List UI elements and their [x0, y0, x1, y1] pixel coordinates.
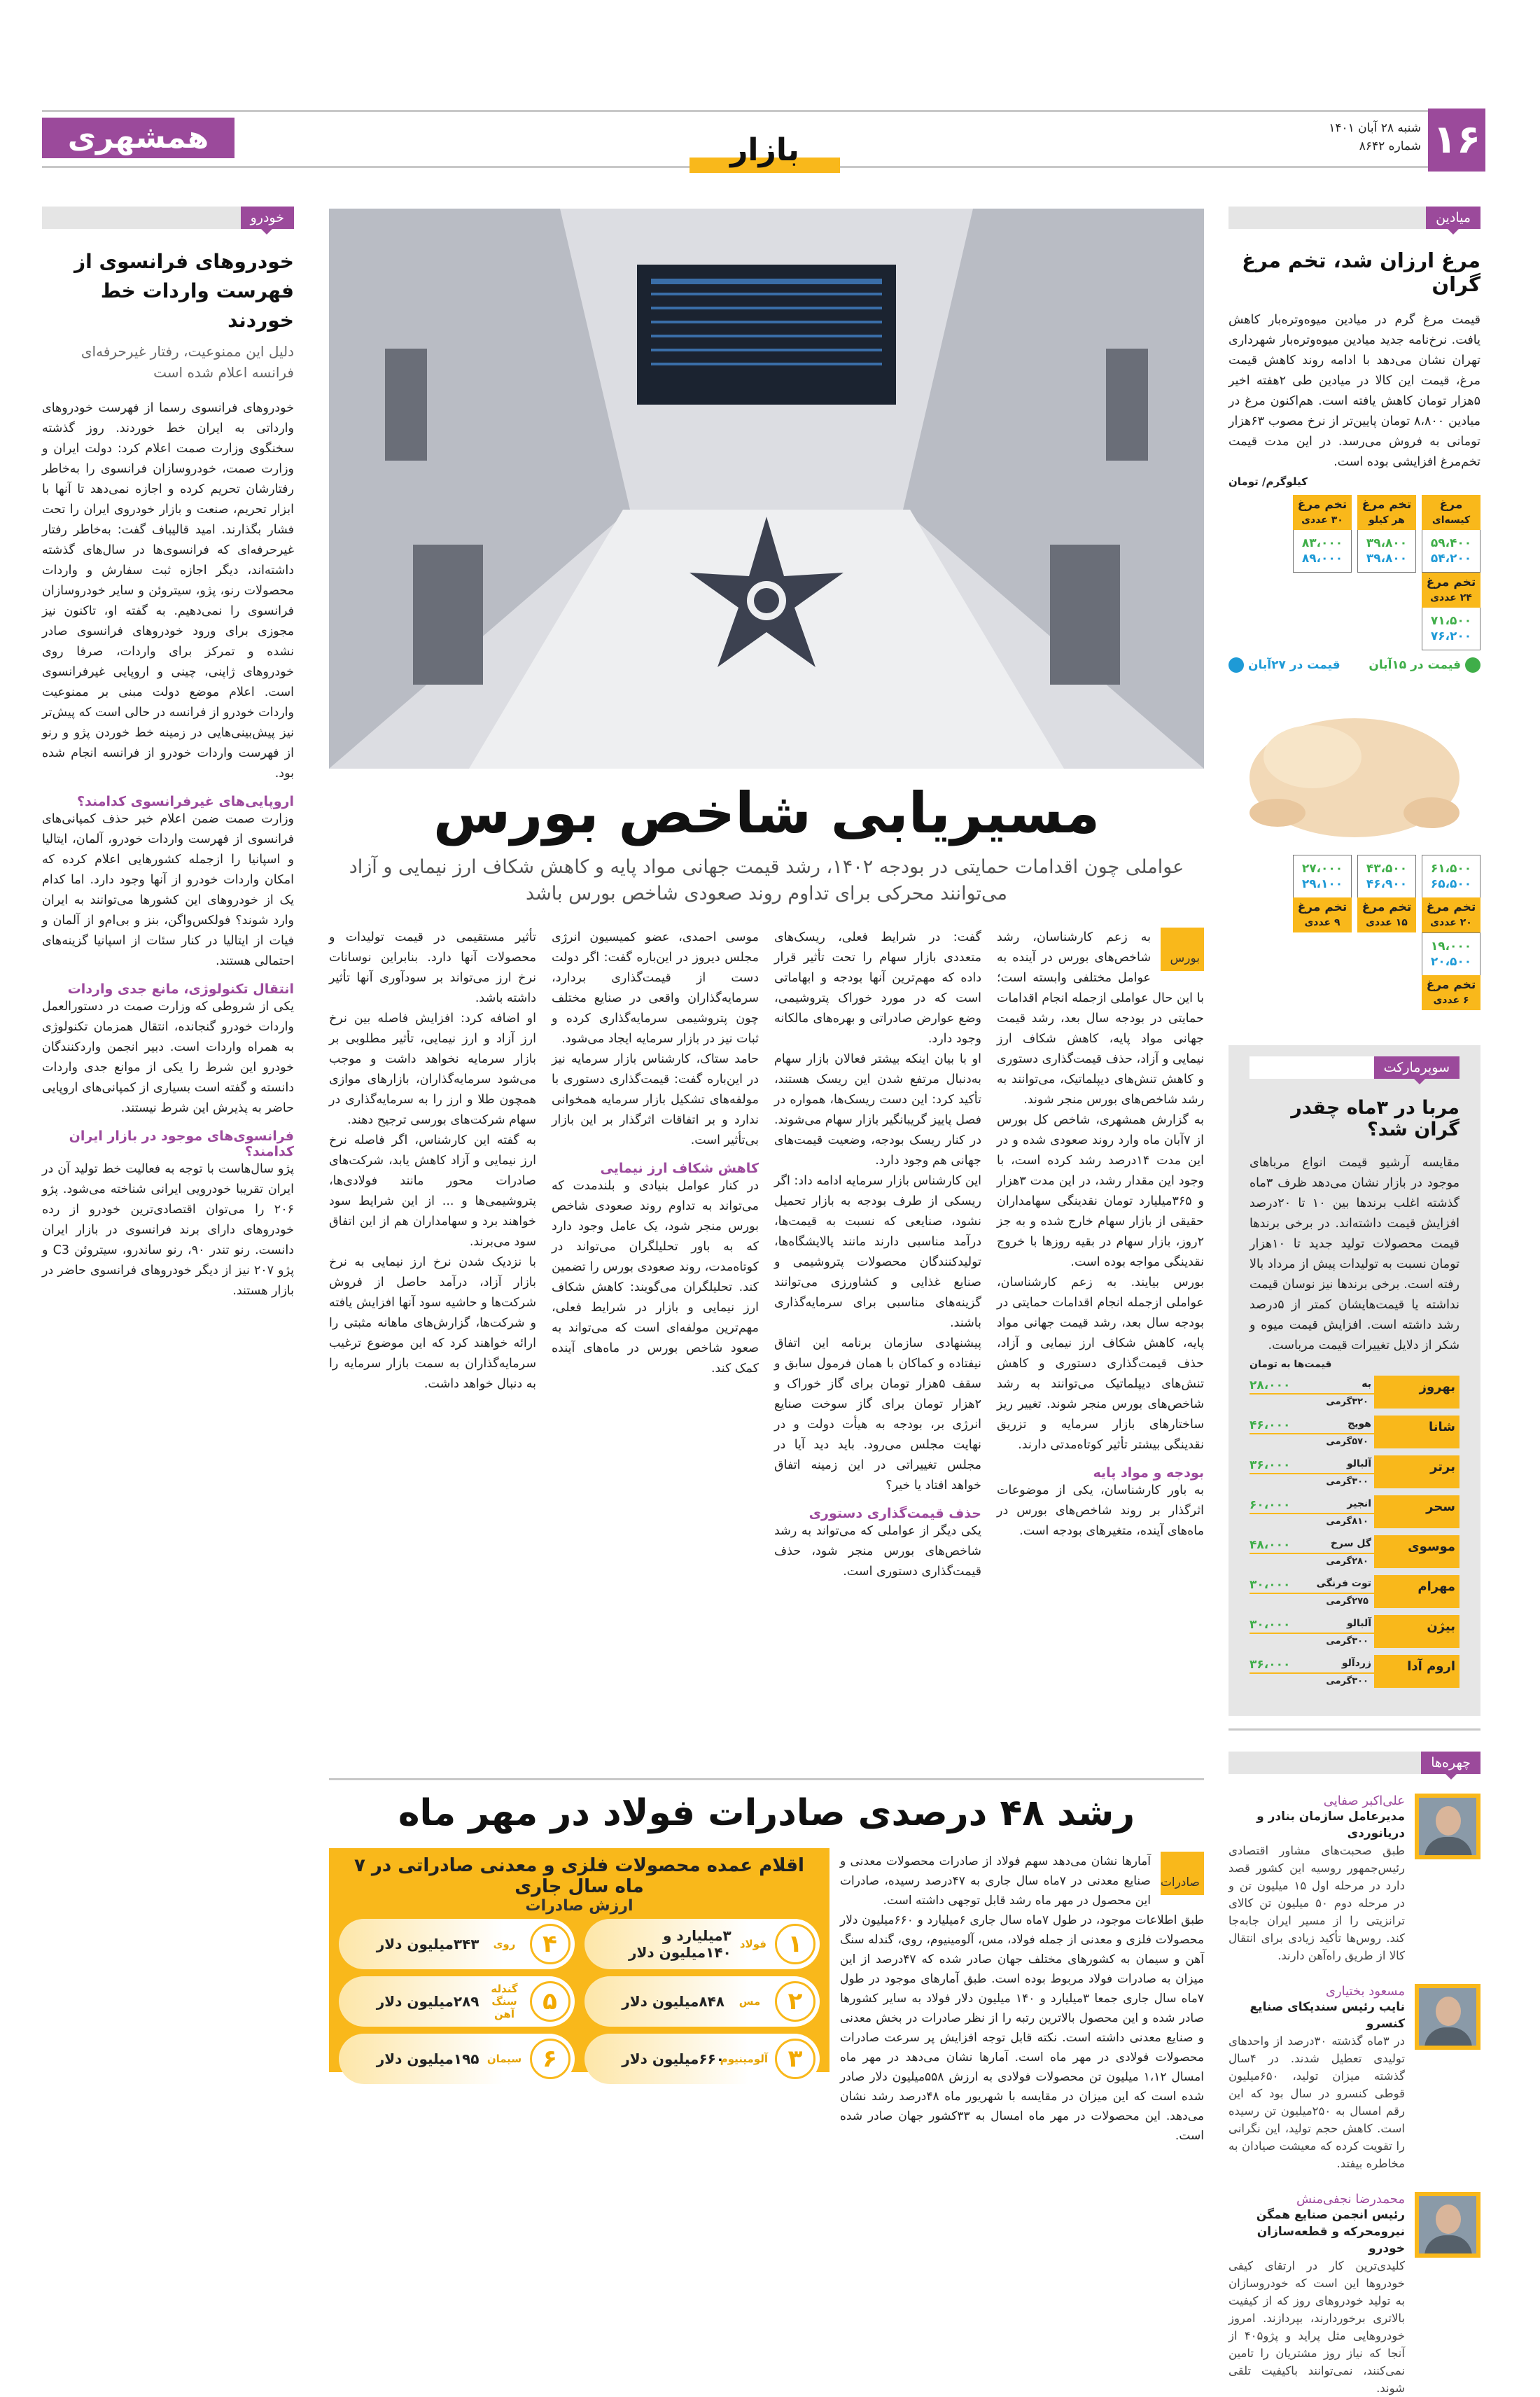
product-pack: ۹ عددی [1304, 917, 1340, 928]
export-item [584, 2034, 820, 2084]
price-15aban: ۶۱،۵۰۰ [1430, 862, 1472, 876]
jam-brand: مهرام [1374, 1575, 1460, 1608]
jam-flavor: آلبالو [1346, 1458, 1371, 1469]
jam-weight: ۳۰۰گرمی [1326, 1476, 1368, 1487]
supermarket-box [1228, 1045, 1480, 1716]
product-name: تخم مرغ [1426, 900, 1476, 914]
export-item [339, 1976, 575, 2027]
price-15aban: ۴۳،۵۰۰ [1366, 862, 1408, 876]
article-column [997, 928, 1204, 1582]
price-box-label [1422, 495, 1480, 530]
issue-info [1316, 119, 1421, 155]
jam-details [1250, 1416, 1374, 1455]
person-quote: طبق صحبت‌های مشاور اقتصادی رئیس‌جمهور روسیه این کشور قصد دارد در مرحله اول ۱۵ میلیون تن و در مرحله دوم ۵۰ میلیون تن کالای ترانزیتی را از مسیر ایران جابه‌جا کند. روس‌ها تأکید زیادی برای انتقال کالا از طریق راه‌آهن دارند. [1228, 1844, 1405, 1962]
cars-title: خودروهای فرانسوی از فهرست واردات خط خوردند [74, 250, 294, 332]
article-paragraph: موسی احمدی، عضو کمیسیون انرژی مجلس دیروز در این‌باره گفت: اگر دولت دست از قیمت‌گذاری بردارد، سرمایه‌گذاران واقعی در صنایع مختلف چون پتروشیمی سرمایه‌گذاری کرده و ثبات نیز در بازار سرمایه ایجاد می‌شود. [552, 930, 759, 1046]
jam-details [1250, 1535, 1374, 1575]
person-role: نایب رئیس سندیکای صنایع کنسرو [1250, 2000, 1405, 2031]
cars-subheading: فرانسوی‌های موجود در بازار ایران کدامند؟ [69, 1128, 294, 1159]
meydanin-tag: میادین [1426, 207, 1480, 229]
issue-date: شنبه ۲۸ آبان ۱۴۰۱ [1329, 121, 1421, 135]
article-paragraph: حامد ستاک، کارشناس بازار سرمایه نیز در این‌باره گفت: قیمت‌گذاری دستوری با مولفه‌های تشکیل بازار سرمایه همخوانی ندارد و بر اتفاقات اثرگذار بر این بازار بی‌تأثیر است. [552, 1052, 759, 1147]
jam-weight: ۸۱۰گرمی [1326, 1516, 1368, 1527]
export-item [339, 1919, 575, 1969]
export-item [584, 1919, 820, 1969]
export-value: ۸۴۸میلیون دلار [622, 1993, 724, 2010]
price-27aban: ۳۹،۸۰۰ [1366, 552, 1408, 566]
jam-details [1250, 1575, 1374, 1615]
meydanin-body: قیمت مرغ گرم در میادین میوه‌وتره‌بار کاهش یافت. نرخ‌نامه جدید میادین میوه‌وتره‌بار شهرداری تهران نشان می‌دهد با ادامه روند کاهش قیمت مرغ، قیمت این کالا در میادین طی ۲هفته اخیر ۵هزار تومان کاهش یافته است. هم‌اکنون مرغ در میادین ۸،۸۰۰ تومان پایین‌تر از نرخ مصوب ۶۳هزار تومانی به فروش می‌رسد. در این مدت قیمت تخم‌مرغ افزایشی بوده است. [1228, 313, 1480, 469]
jam-price: ۳۶،۰۰۰ [1250, 1658, 1291, 1672]
cars-paragraph: خودروهای فرانسوی رسما از فهرست خودروهای وارداتی به ایران خط خوردند. روز گذشته سخنگوی وزارت صمت اعلام کرد: دولت ایران و وزارت صمت، خودروسازان فرانسوی را به‌خاطر رفتارشان تحریم کرده و اجازه نمی‌دهد تا آنها با ابزار تحریم، صنعت و بازار خودروی ایران را تحت فشار بگذارند. امید قالیباف گفت: به‌خاطر رفتار غیرحرفه‌ای که فرانسوی‌ها در سال‌های گذشته داشته‌اند، دیگر اجازه ثبت سفارش و واردات محصولات رنو، پژو، سیتروئن و سایر خودروسازان فرانسوی را نمی‌دهیم. به گفته او، تاکنون نیز مجوزی برای ورود خودروهای فرانسوی صادر نشده و تمرکز برای واردات، صرفا روی خودروهای ژاپنی، چینی و اروپایی غیرفرانسوی است. اعلام موضع دولت مبنی بر ممنوعیت واردات خودرو از فرانسه در حالی است که پیش‌تر نیز پیش‌بینی‌هایی در زمینه خط خوردن پژو و رنو از فهرست واردات خودرو از فرانسه انجام شده بود. [42, 401, 294, 781]
export-value: ۶۶۰میلیون دلار [622, 2050, 724, 2067]
jam-price: ۳۶،۰۰۰ [1250, 1458, 1291, 1472]
jam-row [1250, 1376, 1460, 1416]
product-name: مرغ [1439, 498, 1463, 512]
issue-number: شماره ۸۶۴۲ [1359, 139, 1421, 153]
price-values [1357, 530, 1416, 573]
chicken-image [1228, 680, 1480, 855]
row-rule [1250, 1633, 1374, 1634]
product-name: تخم مرغ [1297, 498, 1348, 512]
row-rule [1250, 1553, 1374, 1554]
price-27aban: ۷۶،۲۰۰ [1430, 629, 1472, 643]
jam-price: ۳۰،۰۰۰ [1250, 1578, 1291, 1592]
jam-brand: سحر [1374, 1495, 1460, 1528]
person-role: رئیس انجمن صنایع همگن نیرومحرکه و قطعه‌سازان خودرو [1256, 2208, 1405, 2256]
export-item [339, 2034, 575, 2084]
jam-price: ۳۰،۰۰۰ [1250, 1618, 1291, 1632]
supermarket-tag-bar [1250, 1056, 1460, 1079]
section-label: بازار [730, 132, 799, 168]
export-rank: ۵ [530, 1981, 570, 2022]
price-values [1357, 855, 1416, 897]
page-number: ۱۶ [1428, 109, 1485, 172]
article-subheading: بودجه و مواد پایه [1093, 1465, 1204, 1481]
jam-flavor: به [1362, 1378, 1371, 1390]
face-text [1228, 2192, 1405, 2397]
person-quote: کلیدی‌ترین کار در ارتقای کیفی خودروها این است که خودروسازان به تولید خودروهای روز که از کیفیت بالاتری برخوردارند، بپردازند. امروز خودروهایی مثل پراید و پژو۴۰۵ از آنجا که نیاز روز مشتریان را تامین نمی‌کنند، نمی‌توانند باکیفیت تلقی شوند. [1228, 2259, 1405, 2395]
product-pack: هر کیلو [1368, 515, 1405, 526]
export-product: مس [738, 1995, 761, 2008]
green-dot-icon [1465, 657, 1480, 673]
face-item [1228, 2192, 1480, 2397]
export-value: ۳۴۳میلیون دلار [376, 1936, 479, 1952]
faces-tag-bar [1228, 1752, 1480, 1774]
article-paragraph: پیشنهادی سازمان برنامه این اتفاق نیفتاده و کماکان با همان فرمول سابق و سقف ۵هزار تومان برای گاز خوراک و ۲هزار تومان برای گاز سوخت صنایع انرژی بر، بودجه به هیأت دولت و در نهایت مجلس می‌رود. باید دید آیا در مجلس تغییراتی در این زمینه اتفاق خواهد افتاد یا خیر؟ [774, 1336, 981, 1493]
steel-divider [329, 1778, 1204, 1780]
cars-lead: دلیل این ممنوعیت، رفتار غیرحرفه‌ای فرانسه اعلام شده است [80, 343, 294, 381]
jam-flavor: زردآلو [1341, 1658, 1371, 1669]
price-box [1422, 932, 1480, 1010]
jam-price: ۴۶،۰۰۰ [1250, 1418, 1291, 1432]
export-value: ۳میلیارد و ۱۴۰میلیون دلار [629, 1927, 732, 1961]
cars-tag-bar [42, 207, 294, 229]
left-column [42, 207, 294, 1301]
main-headline: مسیریابی شاخص بورس [433, 781, 1100, 846]
product-pack: ۱۵ عددی [1366, 917, 1408, 928]
price-box-label [1357, 495, 1416, 530]
price-box-label [1422, 975, 1480, 1010]
blue-dot-icon [1228, 657, 1244, 673]
article-subheading: کاهش شکاف ارز نیمایی [600, 1161, 759, 1176]
price-box [1357, 495, 1416, 573]
price-values [1422, 855, 1480, 897]
cars-subheading: انتقال تکنولوژی، مانع جدی واردات [67, 981, 294, 997]
person-name: محمدرضا نجفی‌منش [1296, 2192, 1405, 2207]
product-pack: ۲۴ عددی [1430, 592, 1472, 603]
infographic-items [339, 1919, 820, 2084]
main-subtitle: عواملی چون اقدامات حمایتی در بودجه ۱۴۰۲، رشد قیمت جهانی مواد پایه و کاهش شکاف ارز نیمایی و آزاد می‌توانند محرکی برای تداوم روند صعودی شاخص بورس باشد [349, 856, 1184, 904]
export-product: سیمان [486, 2053, 522, 2065]
jam-row [1250, 1655, 1460, 1695]
newspaper-logo: همشهری [42, 118, 234, 158]
jam-row [1250, 1455, 1460, 1495]
price-legend [1228, 657, 1480, 673]
article-paragraph: در کنار عوامل بنیادی و بلندمدت که می‌تواند به تداوم روند صعودی شاخص بورس منجر شود، یک عامل وجود دارد که به باور تحلیلگران می‌تواند در کوتاه‌مدت، روند صعودی بورس را تضمین کند. تحلیلگران می‌گویند: کاهش شکاف ارز نیمایی و بازار در شرایط فعلی، مهم‌ترین مولفه‌ای است که می‌تواند به صعود شاخص بورس در ماه‌های آینده کمک کند. [552, 1179, 759, 1376]
price-box [1422, 573, 1480, 650]
jam-brand: اروم آدا [1374, 1655, 1460, 1688]
article-column [329, 928, 536, 1582]
jam-flavor: هویج [1348, 1418, 1371, 1430]
price-box [1357, 855, 1416, 932]
price-box-label [1357, 897, 1416, 932]
article-paragraph: با نزدیک شدن نرخ ارز نیمایی به نرخ بازار آزاد، درآمد حاصل از فروش شرکت‌ها و حاشیه سود آنها افزایش یافته و شرکت‌ها، گزارش‌های ماهانه مثبتی را ارائه خواهند کرد که این موضوع ترغیب سرمایه‌گذاران به سمت بازار سرمایه را به دنبال خواهد داشت. [329, 1255, 536, 1391]
jam-weight: ۲۷۵گرمی [1326, 1596, 1368, 1607]
price-values [1422, 608, 1480, 650]
jam-weight: ۲۸۰گرمی [1326, 1556, 1368, 1567]
article-paragraph: او با بیان اینکه بیشتر فعالان بازار سهام به‌دنبال مرتفع شدن این ریسک هستند، تأکید کرد: این دست ریسک‌ها، همواره در فصل پاییز گریبانگیر بازار سهام می‌شوند. در کنار ریسک بودجه، وضعیت قیمت‌های جهانی هم وجود دارد. [774, 1052, 981, 1168]
row-rule [1250, 1513, 1374, 1514]
product-pack: ۳۰ عددی [1301, 515, 1343, 526]
supermarket-body: مقایسه آرشیو قیمت انواع مرباهای موجود در بازار نشان می‌دهد ظرف ۳ماه گذشته اغلب برندها بین ۱۰ تا ۲۰درصد افزایش قیمت داشته‌اند. در برخی برندها قیمت محصولات تولید جدید تا ۱۰هزار تومان نسبت به تولیدات پیش از مرداد بالا رفته است. برخی برندها نیز نوسان قیمت نداشته یا قیمت‌هایشان کمتر از ۵درصد رشد داشته است. افزایش قیمت میوه و شکر از دلایل تغییرات قیمت مرباست. [1250, 1156, 1460, 1353]
product-name: تخم مرغ [1297, 900, 1348, 914]
price-box-label [1422, 897, 1480, 932]
header-top-rule [42, 110, 1428, 112]
article-paragraph: به باور کارشناسان، یکی از موضوعات اثرگذار بر روند شاخص‌های بورس در ماه‌های آینده، متغیرهای بودجه است. [997, 1483, 1204, 1538]
jam-row [1250, 1416, 1460, 1455]
face-text [1228, 1984, 1405, 2172]
supermarket-unit: قیمت‌ها به تومان [1250, 1359, 1332, 1370]
export-value: ۲۸۹میلیون دلار [376, 1993, 479, 2010]
product-name: تخم مرغ [1426, 575, 1476, 589]
jam-price: ۲۸،۰۰۰ [1250, 1378, 1291, 1392]
steel-paragraph: طبق اطلاعات موجود، در طول ۷ماه سال جاری ۶میلیارد و ۶۶۰میلیون دلار محصولات فلزی و معدنی از جمله فولاد، مس، آلومینیوم، روی، گندله سنگ آهن و سیمان به کشورهای مختلف جهان صادر شده که ۴۷درصد از این میزان به صادرات فولاد مربوط بوده است. طبق آمارهای موجود در طول ۷ماه سال جاری جمعا ۳میلیارد و ۱۴۰ میلیون دلار فولاد به سایر کشورها صادر شده و این محصول بالاترین رتبه را از نظر صادرات در بخش معدنی و صنایع معدنی داشته است. نکته قابل توجه افزایش پر سرعت صادرات محصولات فولادی در مهر ماه است. آمارها نشان می‌دهد در مهر ماه امسال ۱،۱۲ میلیون تن محصولات فولادی به ارزش ۵۵۸میلیون دلار صادر شده است که این میزان در مقایسه با شهریور ماه ۴۸درصد رشد نشان می‌دهد. این محصولات در مهر ماه امسال به ۳۳کشور جهان صادر شده است. [840, 1913, 1205, 2143]
jam-row [1250, 1615, 1460, 1655]
face-item [1228, 1794, 1480, 1964]
jam-details [1250, 1655, 1374, 1695]
jam-row [1250, 1575, 1460, 1615]
stock-exchange-hall-photo [329, 209, 1204, 769]
export-rank: ۳ [775, 2039, 816, 2079]
price-15aban: ۵۹،۴۰۰ [1430, 536, 1472, 550]
price-27aban: ۲۰،۵۰۰ [1430, 955, 1472, 969]
price-27aban: ۵۴،۲۰۰ [1430, 552, 1472, 566]
product-pack: ۲۰ عددی [1430, 917, 1472, 928]
steel-kicker: صادرات [1161, 1852, 1204, 1895]
price-27aban: ۸۹،۰۰۰ [1301, 552, 1343, 566]
export-product: گندله سنگ آهن [491, 1983, 518, 2020]
product-pack: ۶ عددی [1433, 995, 1469, 1006]
article-paragraph: به گفته این کارشناس، اگر فاصله نرخ ارز نیمایی و آزاد کاهش یابد، شرکت‌های صادرات محور مانند فولادی‌ها، پتروشیمی‌ها و ... از این شرایط سود خواهند برد و سهامداران هم از این اتفاق سود می‌برند. [329, 1133, 536, 1249]
price-15aban: ۲۷،۰۰۰ [1301, 862, 1343, 876]
row-rule [1250, 1473, 1374, 1474]
article-paragraph: او اضافه کرد: افزایش فاصله بین نرخ ارز آزاد و ارز نیمایی، تأثیر مطلوبی بر بازار سرمایه نخواهد داشت و موجب می‌شود سرمایه‌گذاران، بازارهای موازی همچون طلا و ارز را به سرمایه‌گذاری در سهام شرکت‌های بورسی ترجیح دهند. [329, 1012, 536, 1127]
article-paragraph: این کارشناس بازار سرمایه ادامه داد: اگر ریسکی از طرف بودجه به بازار تحمیل نشود، صنایعی که نسبت به قیمت‌ها، درآمد مناسبی دارند مانند پالایشگاه‌ها، تولیدکنندگان محصولات پتروشیمی و صنایع غذایی و کشاورزی می‌توانند گزینه‌های مناسبی برای سرمایه‌گذاری باشند. [774, 1174, 981, 1330]
right-column [1228, 207, 1480, 2397]
article-paragraph: تأثیر مستقیمی در قیمت تولیدات و محصولات آنها دارد. بنابراین نوسانات نرخ ارز می‌تواند بر سودآوری آنها تأثیر داشته باشد. [329, 930, 536, 1005]
person-name: علی‌اکبر صفایی [1323, 1794, 1405, 1808]
legend-27aban: قیمت در ۲۷آبان [1228, 657, 1340, 673]
article-subheading: حذف قیمت‌گذاری دستوری [808, 1506, 981, 1521]
price-box [1422, 495, 1480, 573]
legend-15aban: قیمت در ۱۵آبان [1368, 657, 1480, 673]
jam-brand: برتر [1374, 1455, 1460, 1488]
jam-price: ۶۰،۰۰۰ [1250, 1498, 1291, 1512]
faces-list [1228, 1794, 1480, 2397]
jam-brand: بیژن [1374, 1615, 1460, 1648]
price-box [1293, 855, 1352, 932]
cars-paragraph: پژو سال‌هاست با توجه به فعالیت خط تولید آن در ایران تقریبا خودرویی ایرانی شناخته می‌شود. پژو ۲۰۶ را می‌توان اقتصادی‌ترین خودرو از رده خودروهای دارای برند فرانسوی در بازار ایران دانست. رنو تندر ۹۰، رنو ساندرو، سیتروئن C3 و پژو ۲۰۷ نیز از دیگر خودروهای فرانسوی حاضر در بازار هستند. [42, 1162, 294, 1298]
face-text [1228, 1794, 1405, 1964]
cars-paragraph: وزارت صمت ضمن اعلام خبر حذف کمپانی‌های فرانسوی از فهرست واردات خودرو، آلمان، ایتالیا و اسپانیا را ازجمله کشورهایی اعلام کرده که امکان واردات خودرو از آنها وجود دارد. اما کدام یک از خودروهای این کشورها می‌توانند به ایران وارد شوند؟ فولکس‌واگن، بنز و بی‌ام‌و از آلمان و فیات از ایتالیا در کنار سئات از اسپانیا گزینه‌های احتمالی هستند. [42, 812, 294, 968]
person-quote: در ۳ماه گذشته ۳۰درصد از واحدهای تولیدی تعطیل شدند. در ۴سال گذشته میزان تولید، ۶۵۰میلیون قوطی کنسرو در سال بود که این رقم امسال به ۲۵۰میلیون تن رسیده است. کاهش حجم تولید، این نگرانی را تقویت کرده که معیشت صیادان به مخاطره بیفتد. [1228, 2034, 1405, 2170]
jam-brand: موسوی [1374, 1535, 1460, 1568]
price-27aban: ۶۵،۵۰۰ [1430, 877, 1472, 891]
portrait-photo [1415, 1794, 1480, 1859]
export-rank: ۱ [775, 1924, 816, 1964]
jam-details [1250, 1615, 1374, 1655]
export-rank: ۴ [530, 1924, 570, 1964]
price-unit: کیلوگرم/ تومان [1228, 475, 1308, 488]
article-paragraph: یکی دیگر از عواملی که می‌تواند به رشد شاخص‌های بورس منجر شود، حذف قیمت‌گذاری دستوری است. [774, 1524, 981, 1579]
price-15aban: ۳۹،۸۰۰ [1366, 536, 1408, 550]
supermarket-title: مربا در ۳ماه چقدر گران شد؟ [1291, 1097, 1460, 1140]
steel-headline: رشد ۴۸ درصدی صادرات فولاد در مهر ماه [398, 1792, 1135, 1834]
jam-brand: شانا [1374, 1416, 1460, 1448]
price-27aban: ۲۹،۱۰۰ [1301, 877, 1343, 891]
jam-weight: ۳۰۰گرمی [1326, 1636, 1368, 1647]
price-values [1422, 932, 1480, 975]
price-box [1293, 495, 1352, 573]
export-product: فولاد [739, 1938, 766, 1950]
cars-paragraph: یکی از شروطی که وزارت صمت در دستورالعمل واردات خودرو گنجانده، انتقال همزمان تکنولوژی به همراه واردات است. دبیر انجمن واردکنندگان خودرو این شرط را یکی از موانع جدی واردات دانسته و گفته است بسیاری از کمپانی‌های اروپایی حاضر به پذیرش این شرط نیستند. [42, 1000, 294, 1115]
jam-price-list [1250, 1376, 1460, 1695]
article-column [774, 928, 981, 1582]
product-pack: کیسه‌ای [1432, 515, 1471, 526]
price-box-label [1293, 495, 1352, 530]
price-15aban: ۱۹،۰۰۰ [1430, 939, 1472, 953]
jam-flavor: آلبالو [1346, 1618, 1371, 1629]
jam-row [1250, 1495, 1460, 1535]
price-values [1293, 530, 1352, 573]
price-values [1422, 530, 1480, 573]
egg-price-row-top [1228, 495, 1480, 650]
article-kicker: بورس [1161, 928, 1204, 971]
article-paragraph: گفت: در شرایط فعلی، ریسک‌های متعددی بازار سهام را تحت تأثیر قرار داده که مهم‌ترین آنها بودجه و ابهاماتی است که در مورد خوراک پتروشیمی، وضع عوارض صادراتی و بهره‌های مالکانه وجود دارد. [774, 930, 981, 1046]
article-paragraph: بورس بیایند. به زعم کارشناسان، عواملی ازجمله انجام اقدامات حمایتی در بودجه سال بعد، رشد قیمت جهانی مواد پایه، کاهش شکاف ارز نیمایی و آزاد، حذف قیمت‌گذاری دستوری و کاهش تنش‌های دیپلماتیک می‌توانند به رشد شاخص‌های بورس منجر شوند. تغییر ریز ساختارهای بازار سرمایه و تزریق نقدینگی بیشتر تأثیر کوتاه‌مدتی دارند. [997, 1276, 1204, 1452]
section-title [690, 132, 840, 173]
article-column [552, 928, 759, 1582]
price-15aban: ۸۳،۰۰۰ [1301, 536, 1343, 550]
price-box-label [1422, 573, 1480, 608]
export-product: آلومینیوم [720, 2053, 768, 2065]
portrait-photo [1415, 2192, 1480, 2258]
cars-tag: خودرو [241, 207, 294, 229]
product-name: تخم مرغ [1362, 498, 1412, 512]
egg-price-row-bottom [1228, 855, 1480, 1010]
product-name: تخم مرغ [1362, 900, 1412, 914]
row-rule [1250, 1433, 1374, 1434]
jam-weight: ۳۰۰گرمی [1326, 1676, 1368, 1686]
price-15aban: ۷۱،۵۰۰ [1430, 614, 1472, 628]
meydanin-tag-bar [1228, 207, 1480, 229]
divider [1228, 1728, 1480, 1731]
export-product: روی [493, 1938, 516, 1950]
portrait-photo [1415, 1984, 1480, 2050]
jam-flavor: انجیر [1347, 1498, 1371, 1509]
infographic-title: اقلام عمده محصولات فلزی و معدنی صادراتی در ۷ ماه سال جاری [354, 1855, 804, 1897]
face-item [1228, 1984, 1480, 2172]
jam-flavor: توت فرنگی [1316, 1578, 1371, 1589]
article-paragraph: به زعم کارشناسان، رشد شاخص‌های بورس در آینده به عوامل مختلفی وابسته است؛ با این حال عواملی ازجمله انجام اقدامات حمایتی در بودجه سال بعد، رشد قیمت جهانی مواد پایه، کاهش شکاف ارز نیمایی و آزاد، حذف قیمت‌گذاری دستوری و کاهش تنش‌های دیپلماتیک، می‌توانند به رشد شاخص‌های بورس منجر شوند. [997, 930, 1204, 1107]
steel-paragraph: آمارها نشان می‌دهد سهم فولاد از صادرات محصولات معدنی و صنایع معدنی در ۷ماه سال جاری به ۴۷درصد رسیده، صادرات این محصول در مهر ماه رشد قابل توجهی داشته است. [840, 1854, 1151, 1908]
export-value: ۱۹۵میلیون دلار [376, 2050, 479, 2067]
meydanin-title: مرغ ارزان شد، تخم مرغ گران [1242, 249, 1480, 296]
jam-flavor: گل سرخ [1330, 1538, 1371, 1549]
jam-details [1250, 1495, 1374, 1535]
row-rule [1250, 1393, 1374, 1395]
product-name: تخم مرغ [1426, 978, 1476, 992]
person-role: مدیرعامل سازمان بنادر و دریانوردی [1256, 1810, 1405, 1840]
jam-details [1250, 1455, 1374, 1495]
price-box [1422, 855, 1480, 932]
cars-subheading: اروپایی‌های غیرفرانسوی کدامند؟ [76, 794, 294, 809]
jam-weight: ۳۲۰گرمی [1326, 1397, 1368, 1407]
row-rule [1250, 1672, 1374, 1674]
export-rank: ۶ [530, 2039, 570, 2079]
infographic-subtitle: ارزش صادرات [525, 1897, 634, 1915]
exports-infographic [329, 1848, 830, 2072]
price-values [1293, 855, 1352, 897]
supermarket-tag: سوپرمارکت [1374, 1056, 1460, 1079]
main-article-columns [329, 928, 1204, 1582]
jam-details [1250, 1376, 1374, 1416]
jam-row [1250, 1535, 1460, 1575]
jam-brand: بهروز [1374, 1376, 1460, 1409]
row-rule [1250, 1593, 1374, 1594]
export-rank: ۲ [775, 1981, 816, 2022]
price-box-label [1293, 897, 1352, 932]
person-name: مسعود بختیاری [1325, 1984, 1405, 1999]
article-paragraph: به گزارش همشهری، شاخص کل بورس از ۷آبان ماه وارد روند صعودی شده و در این مدت ۱۴درصد رشد کرده است، با وجود این مقدار رشد، در این مدت ۳هزار و ۳۶۵میلیارد تومان نقدینگی سهامداران حقیقی از بازار سهام خارج شده و به جز ۲روز، بازار سهام در بقیه روزها با خروج نقدینگی مواجه بوده است. [997, 1113, 1205, 1269]
jam-price: ۴۸،۰۰۰ [1250, 1538, 1291, 1552]
faces-tag: چهره‌ها [1421, 1752, 1480, 1774]
price-27aban: ۴۶،۹۰۰ [1366, 877, 1408, 891]
export-item [584, 1976, 820, 2027]
steel-article [840, 1852, 1204, 2146]
jam-weight: ۵۷۰گرمی [1326, 1437, 1368, 1447]
